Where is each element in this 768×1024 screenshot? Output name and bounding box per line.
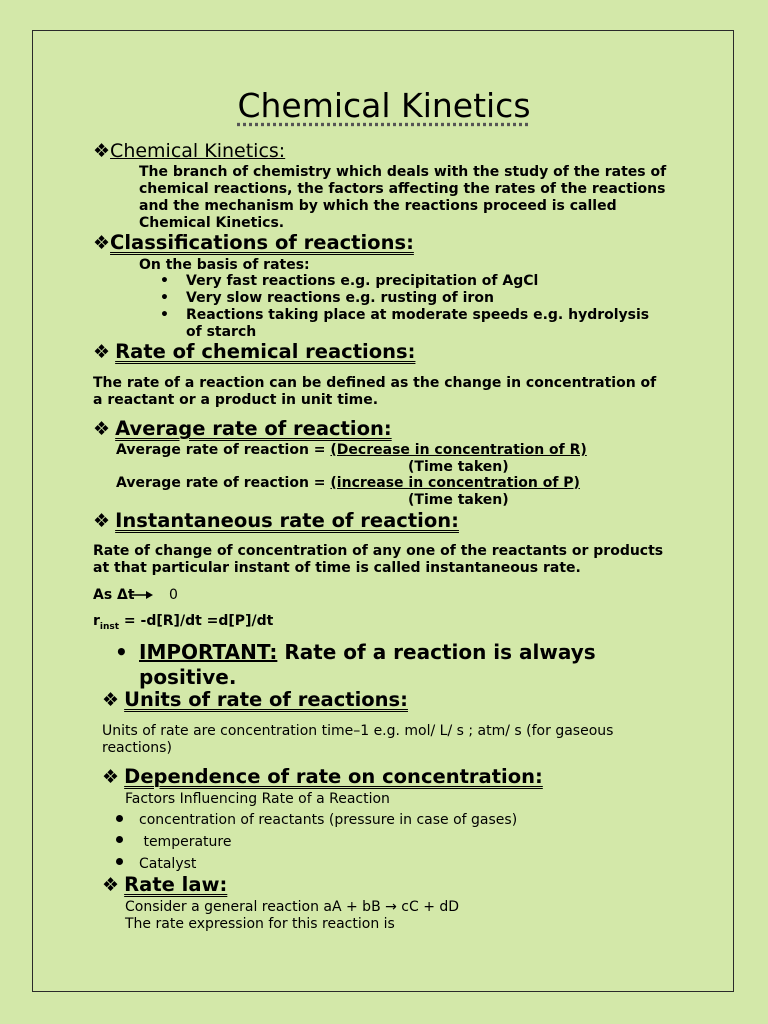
text-line: Consider a general reaction aA + bB → cC + dD	[125, 899, 460, 915]
text-line: and the mechanism by which the reactions proceed is called	[139, 198, 617, 214]
section-heading: Instantaneous rate of reaction:	[115, 509, 459, 532]
classification-intro: On the basis of rates:	[139, 257, 310, 273]
list-item: Catalyst	[139, 856, 197, 872]
definition-paragraph	[139, 164, 666, 232]
important-text: Rate of a reaction is always	[277, 640, 596, 664]
instantaneous-definition	[93, 543, 663, 577]
diamond-bullet-icon: ❖	[102, 689, 120, 711]
list-item	[186, 307, 649, 341]
diamond-bullet-icon: ❖	[102, 766, 120, 788]
formula-denominator: (Time taken)	[408, 492, 509, 508]
section-chemical-kinetics	[93, 140, 285, 162]
section-heading: Average rate of reaction:	[115, 417, 392, 440]
formula-label: Average rate of reaction =	[116, 442, 331, 458]
list-item: concentration of reactants (pressure in case of gases)	[139, 812, 518, 828]
as-delta-t: As Δt	[93, 587, 135, 603]
list-item: Very slow reactions e.g. rusting of iron	[186, 290, 494, 306]
section-classifications	[93, 231, 414, 254]
section-heading: Rate law:	[124, 873, 228, 896]
text-line: The branch of chemistry which deals with the study of the rates of	[139, 164, 667, 180]
average-rate-formula-r	[116, 442, 587, 459]
list-item: temperature	[139, 834, 232, 850]
text-line: Units of rate are concentration time–1 e.g. mol/ L/ s ; atm/ s (for gaseous	[102, 723, 614, 739]
bullet-icon: •	[160, 290, 169, 306]
section-heading: Classifications of reactions:	[110, 231, 414, 254]
bullet-icon: •	[115, 640, 128, 664]
formula-symbol: r	[93, 613, 100, 629]
section-rate	[93, 340, 415, 363]
list-item: Very fast reactions e.g. precipitation of AgCl	[186, 273, 539, 289]
bullet-dot-icon	[116, 858, 123, 865]
section-heading: Rate of chemical reactions:	[115, 340, 416, 363]
bullet-icon: •	[160, 307, 169, 323]
text-line: chemical reactions, the factors affecting the rates of the reactions	[139, 181, 666, 197]
section-heading: Chemical Kinetics:	[110, 140, 286, 162]
arrow-right-icon	[130, 589, 154, 601]
important-label: IMPORTANT:	[139, 640, 278, 664]
text-line: of starch	[186, 324, 257, 340]
formula-numerator: (increase in concentration of P)	[330, 475, 580, 491]
section-heading: Dependence of rate on concentration:	[124, 765, 543, 788]
text-line: Rate of change of concentration of any one of the reactants or products	[93, 543, 664, 559]
section-rate-law	[102, 873, 227, 896]
diamond-bullet-icon: ❖	[102, 874, 120, 896]
text-line: a reactant or a product in unit time.	[93, 392, 379, 408]
instantaneous-formula	[93, 613, 273, 636]
units-text	[102, 723, 613, 757]
formula-denominator: (Time taken)	[408, 459, 509, 475]
bullet-dot-icon	[116, 815, 123, 822]
bullet-dot-icon	[116, 836, 123, 843]
important-note	[139, 640, 596, 690]
section-average-rate	[93, 417, 392, 440]
section-dependence	[102, 765, 543, 788]
limit-zero: 0	[169, 587, 178, 603]
rate-definition	[93, 375, 656, 409]
text-line: Chemical Kinetics.	[139, 215, 285, 231]
formula-label: Average rate of reaction =	[116, 475, 331, 491]
section-units	[102, 688, 408, 711]
formula-numerator: (Decrease in concentration of R)	[330, 442, 587, 458]
diamond-bullet-icon: ❖	[93, 510, 111, 532]
factors-intro: Factors Influencing Rate of a Reaction	[125, 791, 390, 807]
rate-law-text	[125, 899, 459, 933]
formula-text: = -d[R]/dt =d[P]/dt	[119, 613, 274, 629]
text-line: at that particular instant of time is called instantaneous rate.	[93, 560, 581, 576]
formula-subscript: inst	[99, 621, 120, 632]
diamond-bullet-icon: ❖	[93, 418, 111, 440]
average-rate-formula-p	[116, 475, 580, 492]
text-line: The rate expression for this reaction is	[125, 916, 395, 932]
text-line: reactions)	[102, 740, 172, 756]
diamond-bullet-icon: ❖	[93, 140, 111, 162]
text-line: The rate of a reaction can be defined as the change in concentration of	[93, 375, 657, 391]
diamond-bullet-icon: ❖	[93, 341, 111, 363]
important-text: positive.	[139, 665, 237, 689]
section-instantaneous-rate	[93, 509, 459, 532]
bullet-icon: •	[160, 273, 169, 289]
text-line: Reactions taking place at moderate speeds e.g. hydrolysis	[186, 307, 650, 323]
section-heading: Units of rate of reactions:	[124, 688, 408, 711]
diamond-bullet-icon: ❖	[93, 232, 111, 254]
page-title: Chemical Kinetics	[237, 86, 531, 125]
